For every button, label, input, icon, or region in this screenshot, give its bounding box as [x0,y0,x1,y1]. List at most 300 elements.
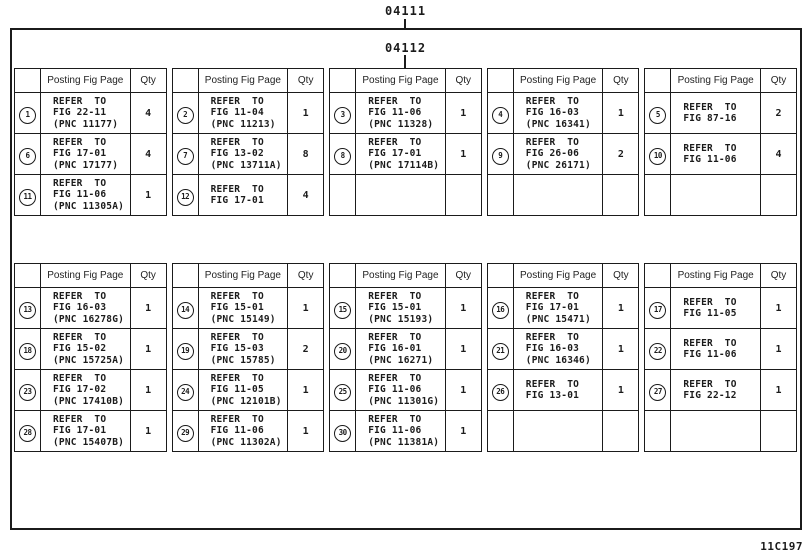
table-row [645,329,797,370]
fig-reference-line: FIG 15-01 [368,302,422,314]
circled-item-number: 7 [177,148,194,165]
fig-reference-line: FIG 11-06 [368,425,422,437]
item-number-cell [172,370,198,411]
fig-reference-line: FIG 17-01 [210,195,264,206]
item-number-cell [172,411,198,452]
qty-cell: 1 [445,288,481,329]
posting-fig-cell [198,329,288,370]
circled-item-number: 14 [177,302,194,319]
circled-item-number: 29 [177,425,194,442]
posting-fig-page-header: Posting Fig Page [41,69,131,93]
refer-to-line: REFER TO [683,101,737,113]
posting-fig-cell [671,370,761,411]
posting-fig-cell [198,93,288,134]
group-table-2-4 [487,263,640,452]
corner-header-cell [487,69,513,93]
empty-qty-cell [603,411,639,452]
item-number-cell [645,93,671,134]
item-number-cell [172,134,198,175]
table-row [645,134,797,175]
posting-fig-page-header: Posting Fig Page [356,69,446,93]
corner-header-cell [330,69,356,93]
circled-item-number: 5 [649,107,666,124]
table-row [15,134,167,175]
table-row [172,175,324,216]
pnc-line: (PNC 11302A) [210,436,282,448]
qty-header: Qty [445,264,481,288]
posting-fig-page-header: Posting Fig Page [671,264,761,288]
posting-fig-cell [513,329,603,370]
pnc-line: (PNC 11177) [53,118,119,130]
table-row [330,134,482,175]
fig-reference-line: FIG 11-04 [210,107,264,119]
item-number-cell [172,329,198,370]
refer-to-line: REFER TO [368,290,422,302]
pnc-line: (PNC 12101B) [210,395,282,407]
empty-posting-fig-cell [356,175,446,216]
corner-header-cell [645,264,671,288]
circled-item-number: 9 [492,148,509,165]
table-row [172,370,324,411]
table-row-empty [487,175,639,216]
corner-header-cell [487,264,513,288]
item-number-cell [330,329,356,370]
refer-to-line: REFER TO [683,337,737,349]
empty-posting-fig-cell [513,175,603,216]
posting-fig-cell [671,329,761,370]
group-table-2-5 [644,263,797,452]
table-row [487,370,639,411]
qty-header: Qty [760,264,796,288]
table-row-empty [330,175,482,216]
qty-cell: 1 [130,329,166,370]
fig-reference-line: FIG 11-06 [53,189,107,201]
fig-reference-line: FIG 15-03 [210,343,264,355]
fig-reference-line: FIG 15-01 [210,302,264,314]
corner-header-cell [330,264,356,288]
item-number-cell [487,134,513,175]
posting-fig-page-header: Posting Fig Page [356,264,446,288]
circled-item-number: 23 [19,384,36,401]
qty-header: Qty [603,264,639,288]
qty-cell: 4 [130,134,166,175]
table-row [487,288,639,329]
empty-qty-cell [603,175,639,216]
table-row [330,288,482,329]
pnc-line: (PNC 17410B) [53,395,125,407]
qty-cell: 4 [130,93,166,134]
empty-qty-cell [760,175,796,216]
item-number-cell [330,93,356,134]
table-row [15,370,167,411]
fig-reference-line: FIG 11-05 [683,308,737,319]
qty-cell: 1 [445,411,481,452]
fig-reference-line: FIG 11-05 [210,384,264,396]
pnc-line: (PNC 11301G) [368,395,440,407]
refer-to-line: REFER TO [53,95,107,107]
pnc-line: (PNC 17114B) [368,159,440,171]
qty-cell: 1 [130,411,166,452]
table-row [15,329,167,370]
pnc-line: (PNC 15471) [525,313,591,325]
qty-header: Qty [288,69,324,93]
circled-item-number: 12 [177,189,194,206]
circled-item-number: 8 [334,148,351,165]
posting-fig-cell [41,411,131,452]
table-row [15,288,167,329]
qty-header: Qty [760,69,796,93]
corner-header-cell [15,69,41,93]
qty-header: Qty [288,264,324,288]
pnc-line: (PNC 15193) [368,313,434,325]
posting-fig-cell [671,93,761,134]
posting-fig-cell [356,411,446,452]
posting-fig-cell [356,134,446,175]
circled-item-number: 6 [19,148,36,165]
refer-to-line: REFER TO [525,95,580,107]
posting-fig-cell [671,134,761,175]
circled-item-number: 24 [177,384,194,401]
group-table-2-2 [172,263,325,452]
qty-cell: 4 [288,175,324,216]
fig-reference-line: FIG 15-02 [53,343,107,355]
drawing-number: 11C197 [760,540,803,553]
fig-reference-line: FIG 11-06 [683,349,737,360]
refer-to-line: REFER TO [683,378,737,390]
fig-reference-line: FIG 87-16 [683,113,737,124]
table-row [645,370,797,411]
empty-qty-cell [760,411,796,452]
circled-item-number: 30 [334,425,351,442]
item-number-cell [15,370,41,411]
refer-to-line: REFER TO [525,136,580,148]
circled-item-number: 19 [177,343,194,360]
table-row [645,288,797,329]
fig-reference-line: FIG 16-03 [53,302,107,314]
empty-item-number-cell [330,175,356,216]
table-row-empty [487,411,639,452]
posting-fig-cell [356,370,446,411]
circled-item-number: 28 [19,425,36,442]
table-row [172,134,324,175]
posting-fig-cell [41,93,131,134]
circled-item-number: 16 [492,302,509,319]
qty-cell: 2 [288,329,324,370]
ref-table-band-1 [14,68,797,215]
table-row [330,370,482,411]
posting-fig-cell [671,288,761,329]
circled-item-number: 21 [492,343,509,360]
qty-cell: 1 [603,370,639,411]
table-row [172,288,324,329]
posting-fig-cell [41,134,131,175]
item-number-cell [487,93,513,134]
refer-to-line: REFER TO [53,372,107,384]
qty-cell: 2 [603,134,639,175]
refer-to-line: REFER TO [210,183,264,195]
qty-cell: 8 [288,134,324,175]
fig-reference-line: FIG 17-01 [53,425,107,437]
fig-reference-line: FIG 22-11 [53,107,107,119]
table-row [15,175,167,216]
qty-cell: 4 [760,134,796,175]
circled-item-number: 18 [19,343,36,360]
table-row [645,93,797,134]
item-number-cell [487,288,513,329]
corner-header-cell [15,264,41,288]
empty-posting-fig-cell [671,175,761,216]
table-row [487,329,639,370]
group-table-1-5 [644,68,797,216]
refer-to-line: REFER TO [683,142,737,154]
corner-header-cell [172,264,198,288]
fig-reference-line: FIG 16-03 [525,343,580,355]
item-number-cell [645,288,671,329]
fig-reference-line: FIG 11-06 [210,425,264,437]
qty-cell: 1 [288,93,324,134]
circled-item-number: 2 [177,107,194,124]
posting-fig-cell [198,134,288,175]
table-row [330,93,482,134]
circled-item-number: 4 [492,107,509,124]
fig-reference-line: FIG 13-01 [525,390,580,401]
table-row [487,93,639,134]
fig-reference-line: FIG 17-01 [525,302,580,314]
empty-item-number-cell [645,175,671,216]
qty-cell: 1 [445,93,481,134]
refer-to-line: REFER TO [368,95,422,107]
circled-item-number: 25 [334,384,351,401]
fig-reference-line: FIG 13-02 [210,148,264,160]
posting-fig-page-header: Posting Fig Page [41,264,131,288]
posting-fig-cell [356,93,446,134]
circled-item-number: 10 [649,148,666,165]
refer-to-line: REFER TO [683,296,737,308]
item-number-cell [172,288,198,329]
pnc-line: (PNC 15725A) [53,354,125,366]
fig-reference-line: FIG 11-06 [368,107,422,119]
group-table-1-4 [487,68,640,216]
fig-reference-line: FIG 17-02 [53,384,107,396]
fig-reference-line: FIG 26-06 [525,148,580,160]
pnc-line: (PNC 17177) [53,159,119,171]
posting-fig-cell [41,175,131,216]
qty-header: Qty [130,69,166,93]
table-row-empty [645,175,797,216]
refer-to-line: REFER TO [525,290,580,302]
qty-header: Qty [603,69,639,93]
fig-reference-line: FIG 22-12 [683,390,737,401]
qty-cell: 1 [288,370,324,411]
group-table-2-1 [14,263,167,452]
group-table-1-3 [329,68,482,216]
empty-qty-cell [445,175,481,216]
section-code-04112: 04112 [384,41,427,55]
table-row [487,134,639,175]
connector-line-top-code [404,19,406,28]
empty-item-number-cell [487,175,513,216]
pnc-line: (PNC 11305A) [53,200,125,212]
pnc-line: (PNC 11213) [210,118,276,130]
corner-header-cell [645,69,671,93]
posting-fig-cell [513,370,603,411]
posting-fig-cell [198,175,288,216]
refer-to-line: REFER TO [368,331,422,343]
pnc-line: (PNC 11328) [368,118,434,130]
fig-reference-line: FIG 11-06 [683,154,737,165]
posting-fig-cell [198,288,288,329]
posting-fig-cell [513,134,603,175]
item-number-cell [645,370,671,411]
table-row [172,93,324,134]
pnc-line: (PNC 15785) [210,354,276,366]
posting-fig-page-header: Posting Fig Page [513,69,603,93]
refer-to-line: REFER TO [210,413,264,425]
qty-cell: 1 [603,329,639,370]
item-number-cell [15,288,41,329]
item-number-cell [330,288,356,329]
circled-item-number: 13 [19,302,36,319]
table-row [330,411,482,452]
qty-cell: 1 [603,93,639,134]
table-row-empty [645,411,797,452]
group-table-2-3 [329,263,482,452]
qty-cell: 1 [288,411,324,452]
group-table-1-2 [172,68,325,216]
posting-fig-cell [513,288,603,329]
refer-to-line: REFER TO [210,136,264,148]
posting-fig-cell [41,370,131,411]
empty-posting-fig-cell [513,411,603,452]
qty-cell: 2 [760,93,796,134]
item-number-cell [330,411,356,452]
posting-fig-cell [41,288,131,329]
empty-posting-fig-cell [671,411,761,452]
group-table-1-1 [14,68,167,216]
connector-line-section-code [404,55,406,68]
item-number-cell [645,329,671,370]
posting-fig-page-header: Posting Fig Page [198,69,288,93]
circled-item-number: 1 [19,107,36,124]
posting-fig-cell [41,329,131,370]
posting-fig-cell [198,411,288,452]
table-row [172,329,324,370]
circled-item-number: 22 [649,343,666,360]
empty-item-number-cell [645,411,671,452]
refer-to-line: REFER TO [53,331,107,343]
item-number-cell [330,370,356,411]
refer-to-line: REFER TO [53,177,107,189]
circled-item-number: 11 [19,189,36,206]
qty-cell: 1 [130,175,166,216]
circled-item-number: 3 [334,107,351,124]
refer-to-line: REFER TO [53,290,107,302]
circled-item-number: 27 [649,384,666,401]
refer-to-line: REFER TO [210,372,264,384]
refer-to-line: REFER TO [368,372,422,384]
item-number-cell [330,134,356,175]
posting-fig-page-header: Posting Fig Page [198,264,288,288]
posting-fig-page-header: Posting Fig Page [513,264,603,288]
ref-table-band-2 [14,263,797,451]
qty-header: Qty [445,69,481,93]
item-number-cell [172,175,198,216]
fig-reference-line: FIG 16-03 [525,107,580,119]
corner-header-cell [172,69,198,93]
item-number-cell [15,134,41,175]
fig-reference-line: FIG 17-01 [53,148,107,160]
table-row [15,411,167,452]
posting-fig-cell [356,288,446,329]
pnc-line: (PNC 16271) [368,354,434,366]
refer-to-line: REFER TO [525,378,580,390]
qty-cell: 1 [130,288,166,329]
table-row [15,93,167,134]
fig-reference-line: FIG 16-01 [368,343,422,355]
item-number-cell [15,93,41,134]
pnc-line: (PNC 16341) [525,118,591,130]
posting-fig-page-header: Posting Fig Page [671,69,761,93]
qty-cell: 1 [603,288,639,329]
item-number-cell [172,93,198,134]
qty-cell: 1 [130,370,166,411]
refer-to-line: REFER TO [53,136,107,148]
page-code-04111: 04111 [384,4,427,18]
qty-cell: 1 [760,370,796,411]
pnc-line: (PNC 16346) [525,354,591,366]
posting-fig-cell [513,93,603,134]
refer-to-line: REFER TO [210,331,264,343]
refer-to-line: REFER TO [368,413,422,425]
posting-fig-cell [198,370,288,411]
fig-reference-line: FIG 17-01 [368,148,422,160]
item-number-cell [15,329,41,370]
refer-to-line: REFER TO [525,331,580,343]
circled-item-number: 17 [649,302,666,319]
empty-item-number-cell [487,411,513,452]
qty-cell: 1 [445,329,481,370]
qty-cell: 1 [288,288,324,329]
item-number-cell [487,329,513,370]
pnc-line: (PNC 15407B) [53,436,125,448]
item-number-cell [15,175,41,216]
pnc-line: (PNC 16278G) [53,313,125,325]
pnc-line: (PNC 13711A) [210,159,282,171]
refer-to-line: REFER TO [53,413,107,425]
qty-cell: 1 [760,329,796,370]
pnc-line: (PNC 26171) [525,159,591,171]
circled-item-number: 26 [492,384,509,401]
qty-cell: 1 [445,134,481,175]
item-number-cell [487,370,513,411]
pnc-line: (PNC 15149) [210,313,276,325]
circled-item-number: 15 [334,302,351,319]
refer-to-line: REFER TO [210,290,264,302]
posting-fig-cell [356,329,446,370]
item-number-cell [645,134,671,175]
qty-cell: 1 [445,370,481,411]
table-row [172,411,324,452]
qty-header: Qty [130,264,166,288]
item-number-cell [15,411,41,452]
table-row [330,329,482,370]
pnc-line: (PNC 11381A) [368,436,440,448]
circled-item-number: 20 [334,343,351,360]
fig-reference-line: FIG 11-06 [368,384,422,396]
refer-to-line: REFER TO [368,136,422,148]
qty-cell: 1 [760,288,796,329]
refer-to-line: REFER TO [210,95,264,107]
